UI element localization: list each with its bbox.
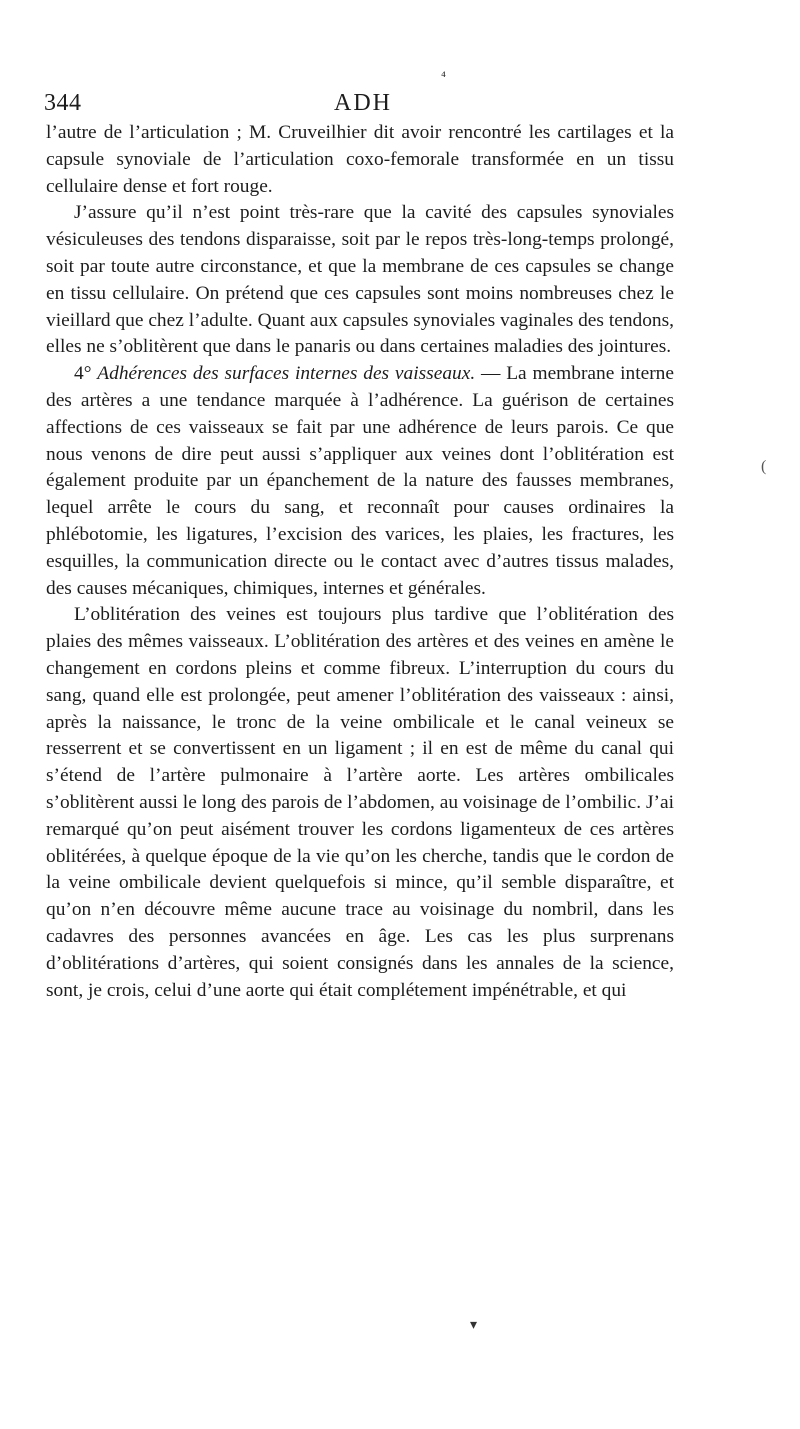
paragraph [46, 361, 674, 602]
ink-speck: ( [761, 458, 767, 475]
paragraph-text: — La membrane interne des artères a une tendance marquée à l’adhérence. La guérison de certaines affections de ces vaisseaux se fait par une adhérence de leurs parois. Ce que nous venons de dire peut aussi s’appliquer aux veines dont l’oblitération est également produite par un épanchement de la nature des fausses membranes, lequel arrête le cours du sang, et reconnaît pour causes ordinaires la phlébotomie, les ligatures, l’excision des varices, les plaies, les fractures, les esquilles, la communication directe ou le contact avec d’autres tissus malades, des causes mécaniques, chimiques, internes et générales. [46, 363, 674, 599]
paragraph [46, 200, 674, 361]
paragraph [46, 120, 674, 200]
paragraph-text: J’assure qu’il n’est point très-rare que la cavité des capsules synoviales vésiculeuses des tendons disparaisse, soit par le repos très-long-temps prolongé, soit par toute autre circonstance, et que la membrane de ces capsules se change en tissu cellulaire. On prétend que ces capsules sont moins nombreuses chez le vieillard que chez l’adulte. Quant aux capsules synoviales vaginales des tendons, elles ne s’oblitèrent que dans le panaris ou dans certaines maladies des jointures. [46, 202, 674, 358]
page-header [46, 86, 674, 120]
section-heading: Adhérences des surfaces internes des vaisseaux. [97, 363, 476, 385]
paragraph [46, 602, 674, 1004]
running-head: ADH [334, 90, 392, 116]
book-page [46, 86, 674, 1004]
body-text [46, 120, 674, 1004]
paragraph-text: l’autre de l’articulation ; M. Cruveilhier dit avoir rencontré les cartilages et la capsule synoviale de l’articulation coxo-femorale transformée en un tissu cellulaire dense et fort rouge. [46, 122, 674, 197]
paragraph-text: L’oblitération des veines est toujours plus tardive que l’oblitération des plaies des mêmes vaisseaux. L’oblitération des artères et des veines en amène le changement en cordons pleins et comme fibreux. L’interruption du cours du sang, quand elle est prolongée, peut amener l’oblitération des vaisseaux : ainsi, après la naissance, le tronc de la veine ombilicale et le canal veineux se resserrent et se convertissent en un ligament ; il en est de même du canal qui s’étend de l’artère pulmonaire à l’artère aorte. Les artères ombilicales s’oblitèrent aussi le long des parois de l’abdomen, au voisinage de l’ombilic. J’ai remarqué qu’on peut aisément trouver les cordons ligamenteux de ces artères oblitérées, à quelque époque de la vie qu’on les cherche, tandis que le cordon de la veine ombilicale devient quelquefois si mince, qu’il semble disparaître, et qu’on n’en découvre même aucune trace au voisinage du nombril, dans les cadavres des personnes avancées en âge. Les cas les plus surprenans d’oblitérations d’artères, qui soient consignés dans les annales de la science, sont, je crois, celui d’une aorte qui était complétement impénétrable, et qui [46, 604, 674, 1001]
section-number: 4° [74, 363, 92, 385]
page-number: 344 [44, 90, 82, 116]
ink-speck: ⁴ [441, 70, 446, 85]
ink-speck: ▾ [470, 1318, 478, 1333]
